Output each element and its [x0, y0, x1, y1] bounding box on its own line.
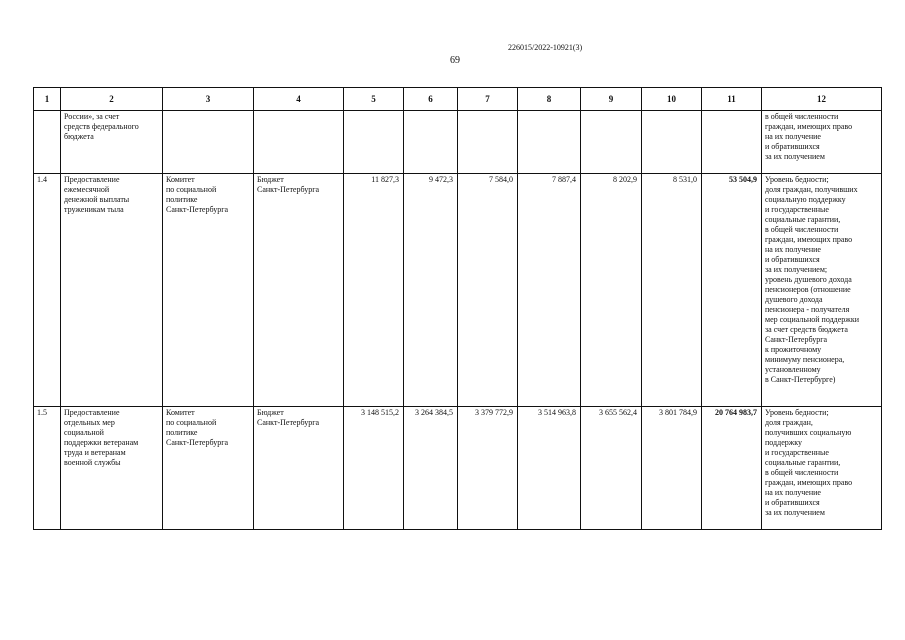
- indicator-cell: Уровень бедности; доля граждан, получивших социальную поддержку и государственные социальные гарантии, в общей численности граждан, имеющих право на их получение и обратившихся за их получением; уровень душевого дохода пенсионеров (отношение душевого дохода пенсионера - получателя мер социальной поддержки за счет средств бюджета Санкт-Петербурга к прожиточному минимуму пенсионера, установленному в Санкт-Петербурге): [762, 174, 882, 407]
- amount-cell: 3 801 784,9: [642, 407, 702, 530]
- amount-cell: [404, 111, 458, 174]
- page-number: 69: [450, 55, 460, 66]
- column-header: 1: [34, 88, 61, 111]
- amount-cell: [581, 111, 642, 174]
- amount-cell: [518, 111, 581, 174]
- amount-cell: 3 264 384,5: [404, 407, 458, 530]
- column-header: 7: [458, 88, 518, 111]
- measure-name: России», за счет средств федерального бюджета: [61, 111, 163, 174]
- indicator-cell: Уровень бедности; доля граждан, получивших социальную поддержку и государственные социальные гарантии, в общей численности граждан, имеющих право на их получение и обратившихся за их получением: [762, 407, 882, 530]
- column-header: 12: [762, 88, 882, 111]
- row-number: 1.4: [34, 174, 61, 407]
- column-header: 10: [642, 88, 702, 111]
- column-header: 9: [581, 88, 642, 111]
- amount-cell: 3 514 963,8: [518, 407, 581, 530]
- column-header: 6: [404, 88, 458, 111]
- amount-cell: 3 655 562,4: [581, 407, 642, 530]
- header-row: [34, 88, 882, 111]
- budget-table: [33, 87, 882, 530]
- amount-cell: 8 531,0: [642, 174, 702, 407]
- measure-name: Предоставление ежемесячной денежной выплаты труженикам тыла: [61, 174, 163, 407]
- table-row: [34, 174, 882, 407]
- table-row: [34, 407, 882, 530]
- amount-cell: 7 887,4: [518, 174, 581, 407]
- column-header: 11: [702, 88, 762, 111]
- amount-cell: [458, 111, 518, 174]
- funding-source: Бюджет Санкт-Петербурга: [254, 407, 344, 530]
- responsible-executor: Комитет по социальной политике Санкт-Петербурга: [163, 174, 254, 407]
- total-cell: 53 504,9: [702, 174, 762, 407]
- amount-cell: [642, 111, 702, 174]
- total-cell: 20 764 983,7: [702, 407, 762, 530]
- amount-cell: 3 379 772,9: [458, 407, 518, 530]
- amount-cell: 3 148 515,2: [344, 407, 404, 530]
- funding-source: Бюджет Санкт-Петербурга: [254, 174, 344, 407]
- amount-cell: 9 472,3: [404, 174, 458, 407]
- column-header: 2: [61, 88, 163, 111]
- column-header: 5: [344, 88, 404, 111]
- amount-cell: 7 584,0: [458, 174, 518, 407]
- column-header: 3: [163, 88, 254, 111]
- column-header: 4: [254, 88, 344, 111]
- row-number: [34, 111, 61, 174]
- funding-source: [254, 111, 344, 174]
- measure-name: Предоставление отдельных мер социальной поддержки ветеранам труда и ветеранам военной службы: [61, 407, 163, 530]
- indicator-cell: в общей численности граждан, имеющих право на их получение и обратившихся за их получением: [762, 111, 882, 174]
- column-header: 8: [518, 88, 581, 111]
- amount-cell: [344, 111, 404, 174]
- table-row: [34, 111, 882, 174]
- row-number: 1.5: [34, 407, 61, 530]
- total-cell: [702, 111, 762, 174]
- amount-cell: 8 202,9: [581, 174, 642, 407]
- responsible-executor: Комитет по социальной политике Санкт-Петербурга: [163, 407, 254, 530]
- responsible-executor: [163, 111, 254, 174]
- amount-cell: 11 827,3: [344, 174, 404, 407]
- document-id: 226015/2022-10921(3): [508, 43, 583, 52]
